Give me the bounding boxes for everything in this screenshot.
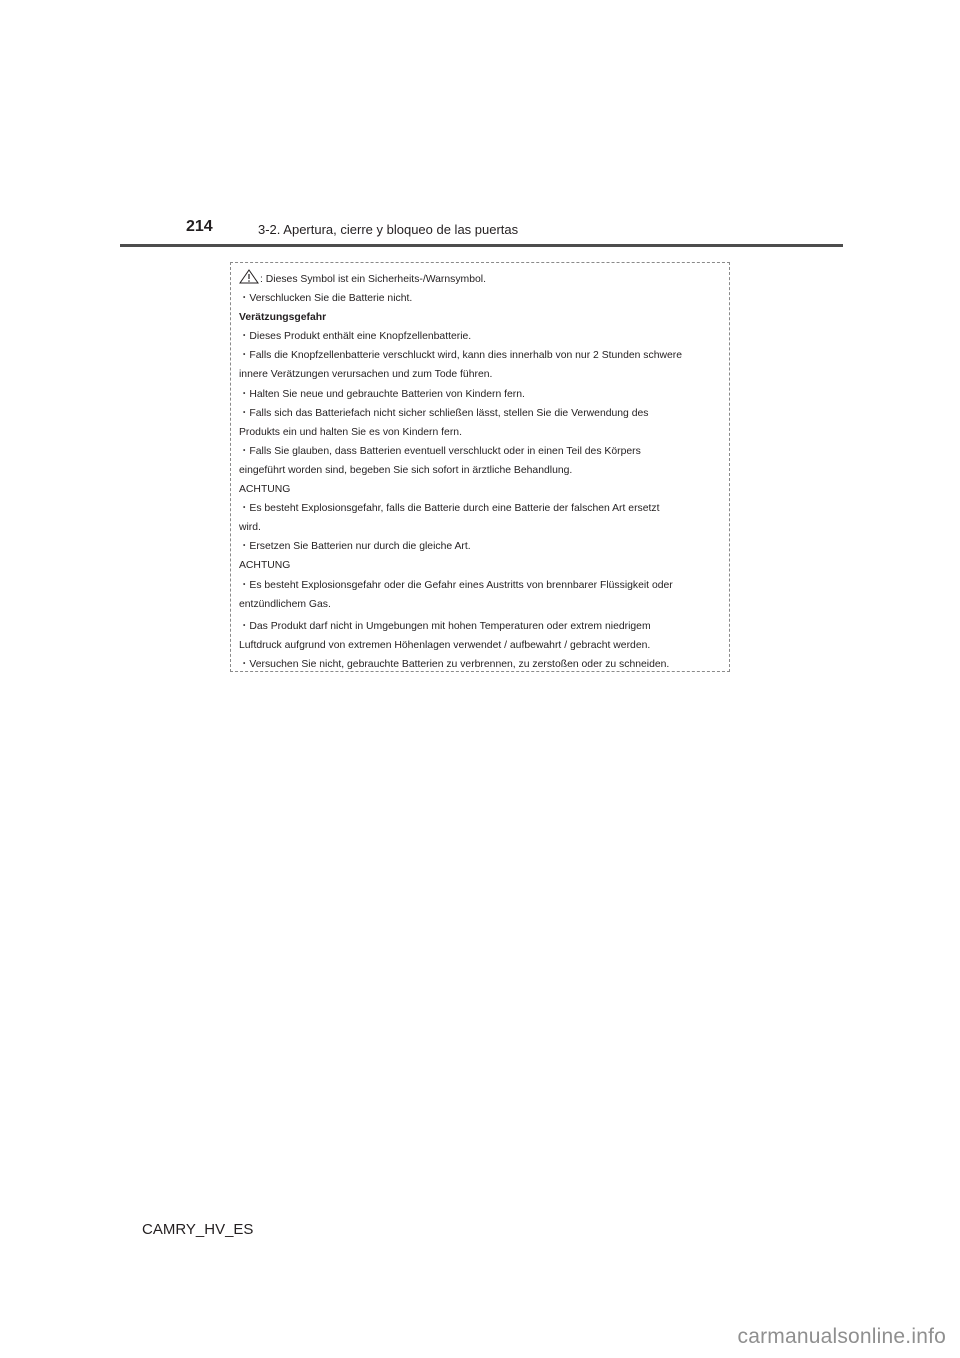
- site-watermark: carmanualsonline.info: [737, 1325, 946, 1348]
- warning-symbol-line: [239, 269, 729, 289]
- warning-line: ・Dieses Produkt enthält eine Knopfzellenbatterie.: [239, 331, 472, 343]
- warning-triangle-icon: [239, 269, 259, 284]
- header-divider: [120, 244, 843, 247]
- warning-line: ・Falls sich das Batteriefach nicht sicher schließen lässt, stellen Sie die Verwendung des: [239, 407, 649, 419]
- warning-line: Produkts ein und halten Sie es von Kindern fern.: [239, 426, 462, 438]
- battery-warning-box: [230, 262, 730, 672]
- warning-line: ・Ersetzen Sie Batterien nur durch die gleiche Art.: [239, 541, 471, 553]
- warning-line: ・Verschlucken Sie die Batterie nicht.: [239, 293, 413, 305]
- warning-line: Luftdruck aufgrund von extremen Höhenlagen verwendet / aufbewahrt / gebracht werden.: [239, 639, 651, 651]
- warning-line: ・Halten Sie neue und gebrauchte Batterien von Kindern fern.: [239, 388, 525, 400]
- document-code: CAMRY_HV_ES: [142, 1221, 254, 1238]
- caution-heading: ACHTUNG: [239, 484, 291, 496]
- page-number: 214: [186, 218, 213, 235]
- warning-line: ・Versuchen Sie nicht, gebrauchte Batterien zu verbrennen, zu zerstoßen oder zu schneiden.: [239, 658, 670, 670]
- caution-heading: ACHTUNG: [239, 560, 291, 572]
- warning-line: ・Falls die Knopfzellenbatterie verschluckt wird, kann dies innerhalb von nur 2 Stunden schwere: [239, 350, 682, 362]
- warning-line: ・Es besteht Explosionsgefahr oder die Gefahr eines Austritts von brennbarer Flüssigkeit oder: [239, 579, 673, 591]
- warning-symbol-text: : Dieses Symbol ist ein Sicherheits-/Warnsymbol.: [260, 274, 486, 285]
- warning-line: wird.: [239, 522, 261, 534]
- warning-line: ・Falls Sie glauben, dass Batterien eventuell verschluckt oder in einen Teil des Körpers: [239, 445, 641, 457]
- warning-heading: Verätzungsgefahr: [239, 312, 327, 324]
- warning-line: innere Verätzungen verursachen und zum Tode führen.: [239, 369, 493, 381]
- warning-line: ・Das Produkt darf nicht in Umgebungen mit hohen Temperaturen oder extrem niedrigem: [239, 620, 651, 632]
- section-title: 3-2. Apertura, cierre y bloqueo de las puertas: [258, 222, 519, 237]
- warning-line: eingeführt worden sind, begeben Sie sich sofort in ärztliche Behandlung.: [239, 464, 573, 476]
- warning-line: ・Es besteht Explosionsgefahr, falls die Batterie durch eine Batterie der falschen Art ersetzt: [239, 503, 660, 515]
- warning-line: entzündlichem Gas.: [239, 598, 331, 610]
